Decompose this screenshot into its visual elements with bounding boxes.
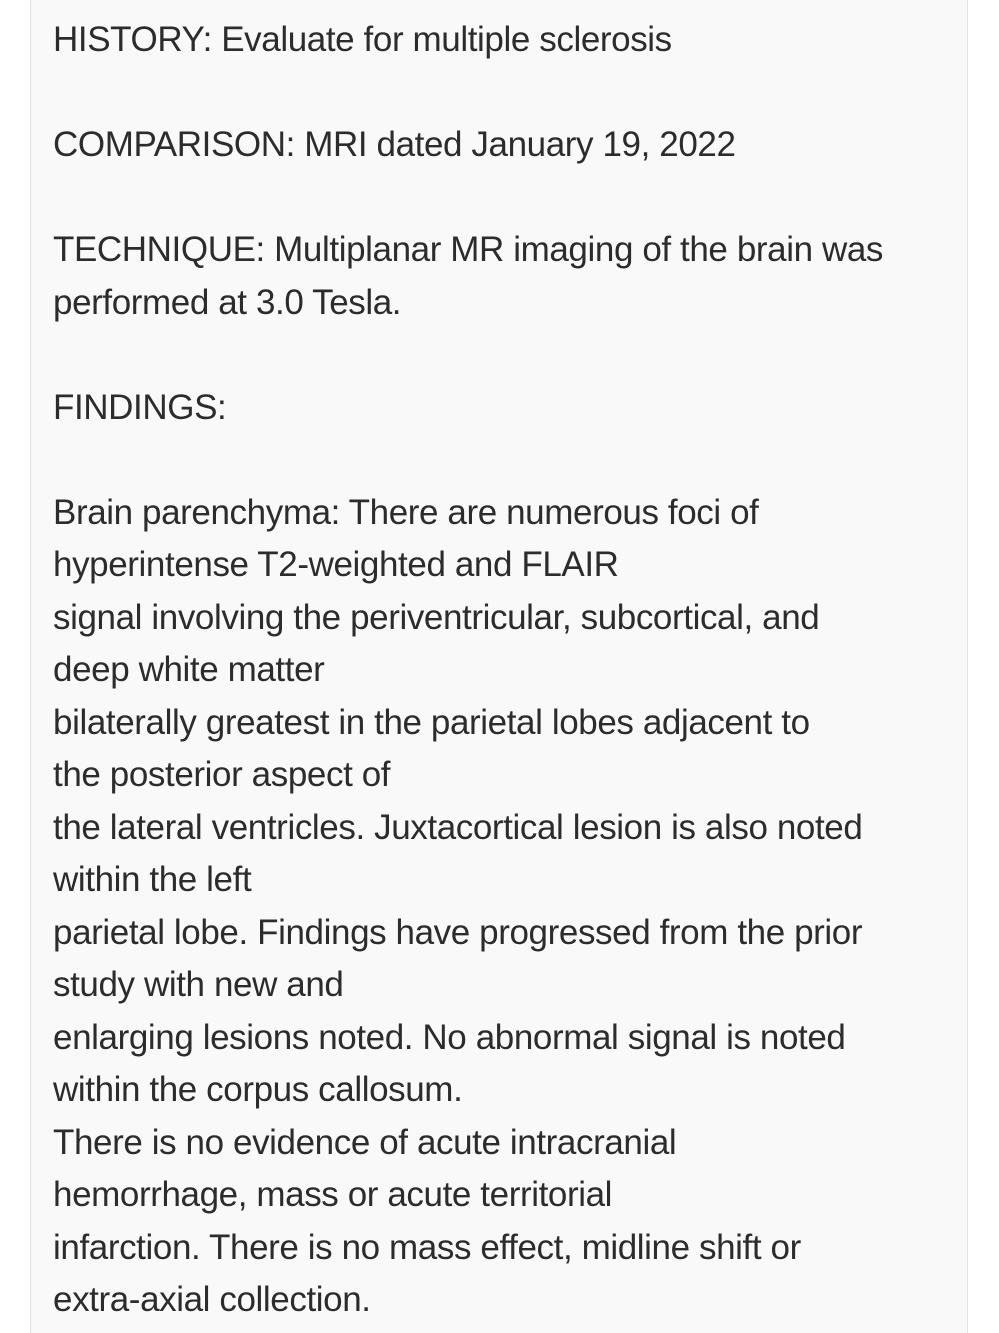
- findings-line: hemorrhage, mass or acute territorial: [53, 1175, 613, 1214]
- comparison-line: COMPARISON: MRI dated January 19, 2022: [53, 125, 736, 164]
- findings-line: the posterior aspect of: [53, 755, 391, 794]
- report-panel: [30, 0, 968, 1333]
- findings-heading: FINDINGS:: [53, 387, 227, 427]
- radiology-report: [53, 14, 963, 1327]
- findings-line: signal involving the periventricular, subcortical, and: [53, 597, 820, 637]
- findings-line: within the left: [53, 860, 252, 899]
- findings-line: hyperintense T2-weighted and FLAIR: [53, 545, 619, 584]
- paragraph-gap: [53, 329, 963, 382]
- paragraph-gap: [53, 172, 963, 225]
- paragraph-gap: [53, 67, 963, 120]
- findings-line: study with new and: [53, 965, 344, 1004]
- findings-line: deep white matter: [53, 650, 325, 689]
- technique-line: performed at 3.0 Tesla.: [53, 282, 402, 322]
- technique-line: TECHNIQUE: Multiplanar MR imaging of the brain was: [53, 230, 884, 269]
- findings-line: bilaterally greatest in the parietal lobes adjacent to: [53, 702, 810, 742]
- findings-line: enlarging lesions noted. No abnormal signal is noted: [53, 1017, 846, 1057]
- findings-line: parietal lobe. Findings have progressed from the prior: [53, 912, 863, 952]
- findings-line: Brain parenchyma: There are numerous foci of: [53, 492, 759, 532]
- findings-line: extra-axial collection.: [53, 1280, 371, 1319]
- findings-line: within the corpus callosum.: [53, 1070, 463, 1109]
- findings-line: There is no evidence of acute intracranial: [53, 1122, 677, 1162]
- paragraph-gap: [53, 434, 963, 487]
- findings-text: [53, 487, 963, 1327]
- history-line: HISTORY: Evaluate for multiple sclerosis: [53, 20, 672, 59]
- findings-line: infarction. There is no mass effect, midline shift or: [53, 1227, 801, 1267]
- findings-line: the lateral ventricles. Juxtacortical lesion is also noted: [53, 807, 863, 847]
